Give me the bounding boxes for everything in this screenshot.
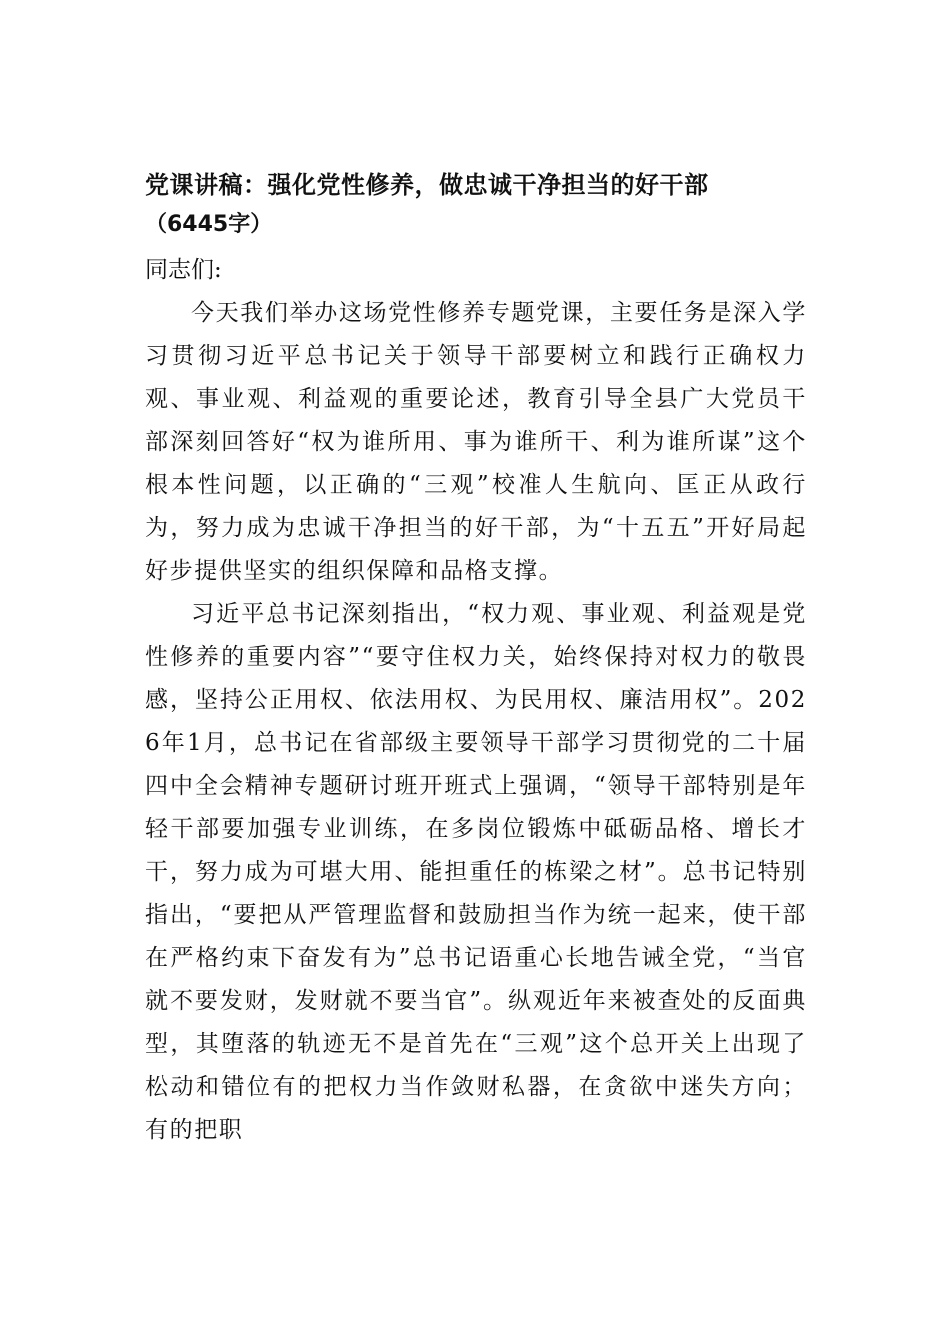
paragraph-quotes: 习近平总书记深刻指出，“权力观、事业观、利益观是党性修养的重要内容”“要守住权力关，始终保持对权力的敬畏感，坚持公正用权、依法用权、为民用权、廉洁用权”。2026年1月，总书记在省部级主要领导干部学习贯彻党的二十届四中全会精神专题研讨班开班式上强调，“领导干部特别是年轻干部要加强专业训练，在多岗位锻炼中砥砺品格、增长才干，努力成为可堪大用、能担重任的栋梁之材”。总书记特别指出，“要把从严管理监督和鼓励担当作为统一起来，使干部在严格约束下奋发有为”总书记语重心长地告诫全党，“当官就不要发财，发财就不要当官”。纵观近年来被查处的反面典型，其堕落的轨迹无不是首先在“三观”这个总开关上出现了松动和错位有的把权力当作敛财私器，在贪欲中迷失方向；有的把职	[145, 601, 807, 1143]
document-word-count: （6445字）	[145, 212, 273, 237]
salutation: 同志们:	[145, 257, 222, 283]
paragraph-intro: 今天我们举办这场党性修养专题党课，主要任务是深入学习贯彻习近平总书记关于领导干部要树立和践行正确权力观、事业观、利益观的重要论述，教育引导全县广大党员干部深刻回答好“权为谁所用、事为谁所干、利为谁所谋”这个根本性问题，以正确的“三观”校准人生航向、匡正从政行为，努力成为忠诚干净担当的好干部，为“十五五”开好局起好步提供坚实的组织保障和品格支撑。	[145, 300, 807, 584]
document-body	[145, 165, 807, 1152]
document-title: 党课讲稿：强化党性修养，做忠诚干净担当的好干部	[145, 171, 709, 199]
